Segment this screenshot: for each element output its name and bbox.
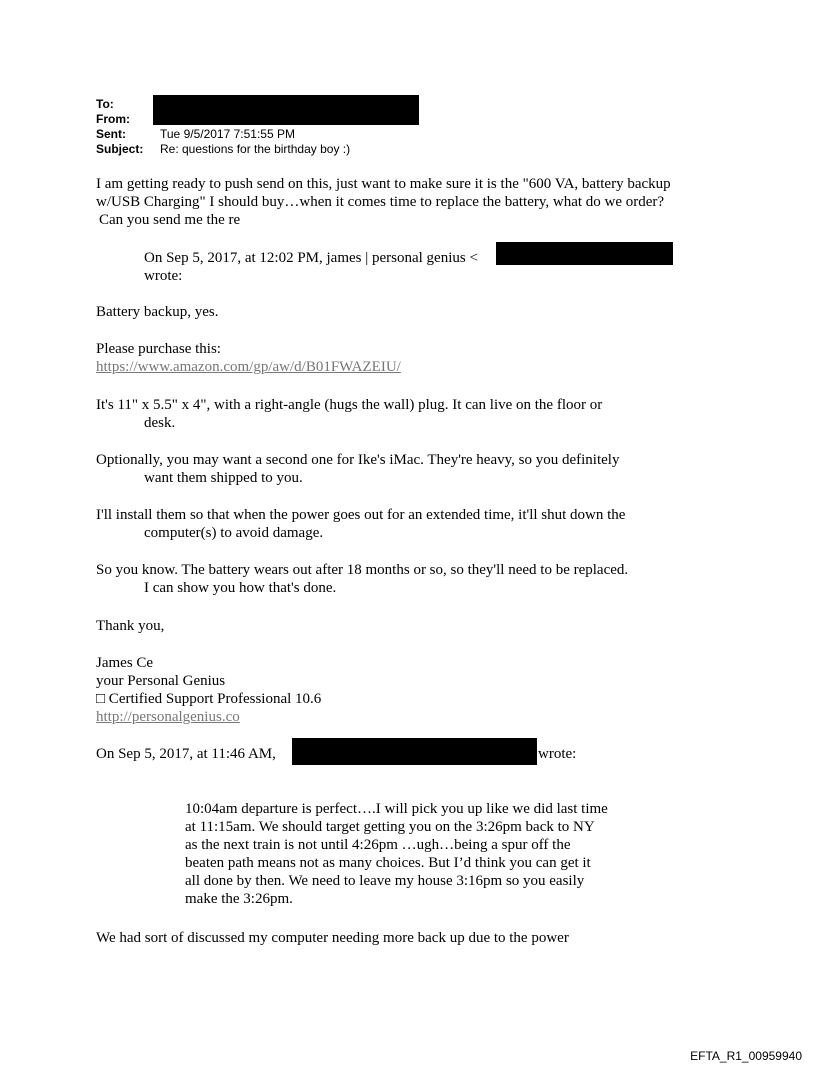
signature-name: James Ce	[96, 655, 154, 671]
know-line-1: So you know. The battery wears out after 18 months or so, so they'll need to be replaced.	[96, 562, 629, 578]
quote2-line-5: all done by then. We need to leave my house 3:16pm so you easily	[185, 873, 585, 889]
document-id: EFTA_R1_00959940	[690, 1049, 802, 1063]
install-line-2: computer(s) to avoid damage.	[144, 525, 324, 541]
signature-url[interactable]: http://personalgenius.co	[96, 709, 240, 725]
quote2-wrote: wrote:	[538, 746, 577, 762]
quote1-header: On Sep 5, 2017, at 12:02 PM, james | personal genius <	[144, 250, 478, 266]
quote2-line-1: 10:04am departure is perfect….I will pick you up like we did last time	[185, 801, 608, 817]
intro-line-2: w/USB Charging" I should buy…when it comes time to replace the battery, what do we order?	[96, 194, 665, 210]
thanks-text: Thank you,	[96, 618, 165, 634]
last-line: We had sort of discussed my computer needing more back up due to the power	[96, 930, 569, 946]
size-line-2: desk.	[144, 415, 176, 431]
from-row	[96, 112, 160, 126]
install-line-1: I'll install them so that when the power goes out for an extended time, it'll shut down the	[96, 507, 626, 523]
subject-label: Subject:	[96, 142, 144, 156]
amazon-link[interactable]: https://www.amazon.com/gp/aw/d/B01FWAZEIU/	[96, 359, 401, 375]
optional-line-1: Optionally, you may want a second one for Ike's iMac. They're heavy, so you definitely	[96, 452, 620, 468]
size-line-1: It's 11" x 5.5" x 4", with a right-angle (hugs the wall) plug. It can live on the floor or	[96, 397, 603, 413]
redaction-email	[496, 242, 673, 265]
quote2-line-6: make the 3:26pm.	[185, 891, 293, 907]
sent-label: Sent:	[96, 127, 126, 141]
redaction-sender	[292, 738, 537, 765]
battery-text: Battery backup, yes.	[96, 304, 219, 320]
from-label: From:	[96, 112, 130, 126]
intro-line-3: Can you send me the re	[99, 212, 241, 228]
sent-row	[96, 127, 295, 141]
quote2-line-3: as the next train is not until 4:26pm …ugh…being a spur off the	[185, 837, 571, 853]
signature-title: your Personal Genius	[96, 673, 226, 689]
quote2-prefix: On Sep 5, 2017, at 11:46 AM,	[96, 746, 276, 762]
optional-line-2: want them shipped to you.	[144, 470, 303, 486]
quote1-wrote: wrote:	[144, 268, 183, 284]
subject-row	[96, 142, 350, 156]
sent-value: Tue 9/5/2017 7:51:55 PM	[160, 127, 295, 141]
know-line-2: I can show you how that's done.	[144, 580, 337, 596]
to-label: To:	[96, 97, 114, 111]
intro-line-1: I am getting ready to push send on this, just want to make sure it is the "600 VA, battery backup	[96, 176, 671, 192]
redaction-to-from	[153, 95, 419, 125]
signature-cert: □ Certified Support Professional 10.6	[96, 691, 322, 707]
to-row	[96, 97, 160, 111]
subject-value: Re: questions for the birthday boy :)	[160, 142, 351, 156]
quote2-line-2: at 11:15am. We should target getting you on the 3:26pm back to NY	[185, 819, 595, 835]
quote2-line-4: beaten path means not as many choices. But I’d think you can get it	[185, 855, 591, 871]
purchase-text: Please purchase this:	[96, 341, 221, 357]
